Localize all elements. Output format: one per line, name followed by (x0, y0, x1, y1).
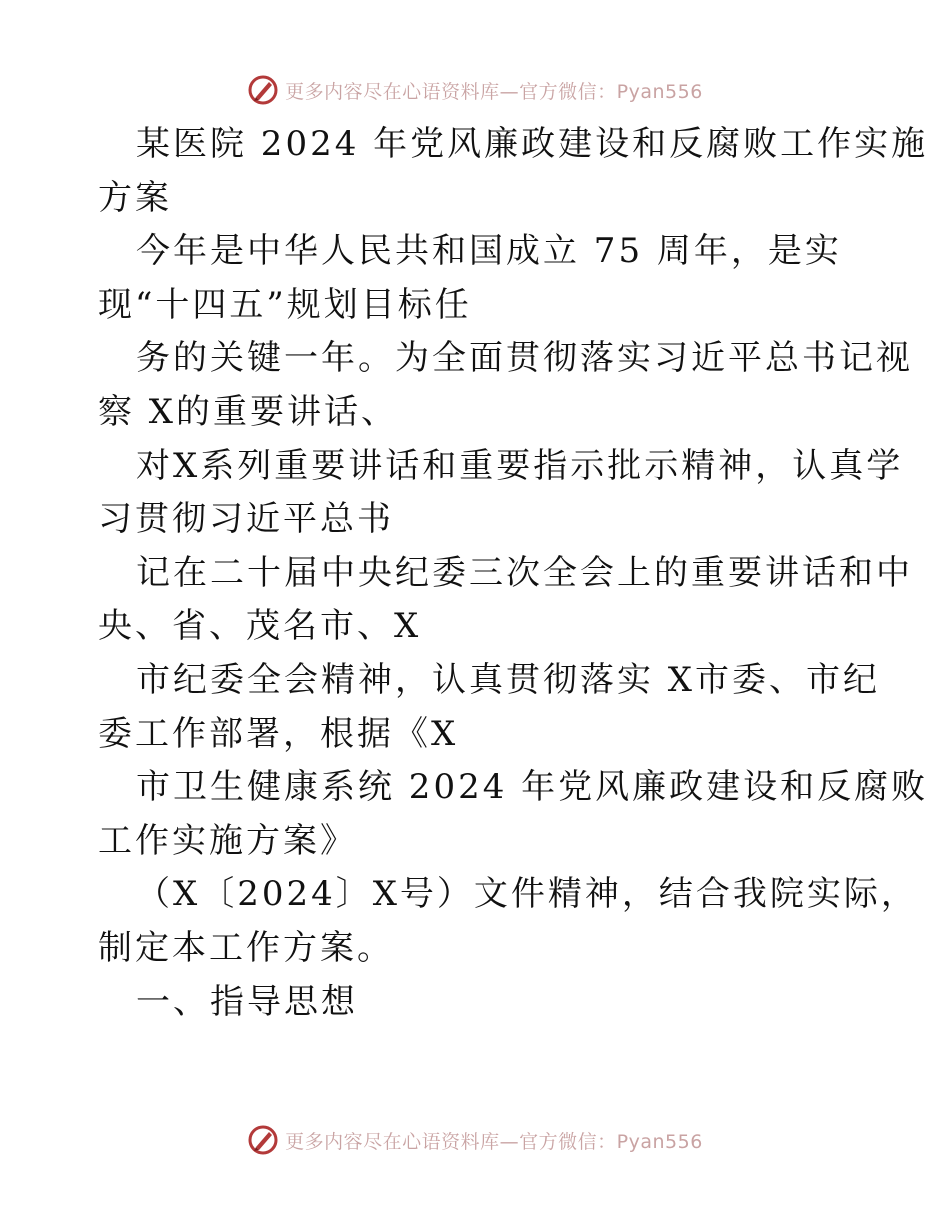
document-line: 方案 (98, 177, 172, 218)
document-line: 某医院 2024 年党风廉政建设和反腐败工作实施 (136, 124, 929, 164)
pen-logo-icon (247, 74, 279, 106)
document-line: 现“十四五”规划目标任 (98, 284, 472, 325)
document-line: 央、省、茂名市、X (98, 606, 422, 647)
document-line: 习贯彻习近平总书 (98, 499, 394, 540)
header-watermark (0, 70, 950, 110)
document-line: 市纪委全会精神，认真贯彻落实 X市委、市纪 (136, 659, 881, 700)
pen-logo-icon (247, 1124, 279, 1156)
header-watermark-text: 更多内容尽在心语资料库—官方微信：Pyan556 (285, 80, 703, 103)
footer-watermark (0, 1120, 950, 1160)
document-line: 工作实施方案》 (98, 820, 357, 861)
document-line: 务的关键一年。为全面贯彻落实习近平总书记视 (136, 338, 913, 379)
document-line: 记在二十届中央纪委三次全会上的重要讲话和中 (136, 552, 913, 593)
document-line: 制定本工作方案。 (98, 927, 394, 968)
document-body (98, 118, 929, 1029)
document-line: （X〔2024〕X号）文件精神，结合我院实际， (136, 874, 918, 915)
document-line: 今年是中华人民共和国成立 75 周年，是实 (136, 231, 842, 272)
document-line: 市卫生健康系统 2024 年党风廉政建设和反腐败 (136, 767, 929, 808)
document-line: 委工作部署，根据《X (98, 713, 459, 754)
document-line: 对X系列重要讲话和重要指示批示精神，认真学 (136, 445, 904, 486)
document-line: 察 X的重要讲话、 (98, 391, 399, 432)
footer-watermark-text: 更多内容尽在心语资料库—官方微信：Pyan556 (285, 1130, 703, 1153)
document-line: 一、指导思想 (136, 981, 358, 1022)
